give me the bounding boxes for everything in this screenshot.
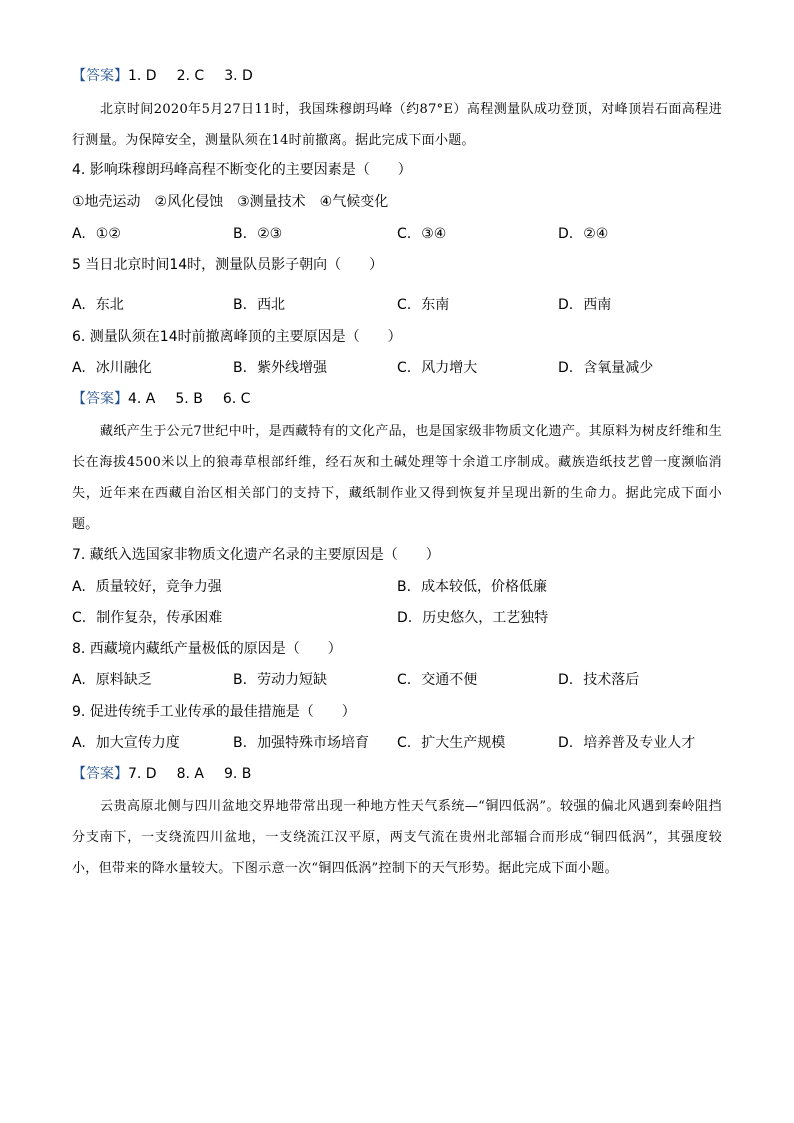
- question-8-option-d: D. 技术落后: [558, 672, 640, 688]
- question-9-option-b: B. 加强特殊市场培育: [233, 735, 370, 751]
- question-7-option-d: D. 历史悠久，工艺独特: [397, 610, 549, 626]
- question-7-stem: 7. 藏纸入选国家非物质文化遗产名录的主要原因是（ ）: [72, 547, 440, 563]
- question-4-option-b: B. ②③: [233, 226, 283, 242]
- question-9-option-c: C. 扩大生产规模: [397, 735, 506, 751]
- question-5-option-a: A. 东北: [72, 297, 124, 313]
- question-8-option-c: C. 交通不便: [397, 672, 478, 688]
- passage-everest: 北京时间2020年5月27日11时，我国珠穆朗玛峰（约87°E）高程测量队成功登顶，对峰顶岩石面高程进行测量。为保障安全，测量队须在14时前撤离。据此完成下面小题。: [72, 102, 722, 148]
- question-5-option-b: B. 西北: [233, 297, 286, 313]
- question-8-option-b: B. 劳动力短缺: [233, 672, 328, 688]
- answer-item: 1. D: [128, 68, 157, 84]
- answer-item: 9. B: [223, 766, 252, 782]
- question-4-stem: 4. 影响珠穆朗玛峰高程不断变化的主要因素是（ ）: [72, 162, 412, 178]
- question-9-stem: 9. 促进传统手工业传承的最佳措施是（ ）: [72, 704, 356, 720]
- question-5-stem: 5 当日北京时间14时，测量队员影子朝向（ ）: [72, 257, 384, 273]
- question-4-factors: ①地壳运动 ②风化侵蚀 ③测量技术 ④气候变化: [72, 194, 389, 210]
- question-6-stem: 6. 测量队须在14时前撤离峰顶的主要原因是（ ）: [72, 329, 402, 345]
- passage-vortex: 云贵高原北侧与四川盆地交界地带常出现一种地方性天气系统—“铜四低涡”。较强的偏北风遇到秦岭阻挡分支南下，一支绕流四川盆地，一支绕流江汉平原，两支气流在贵州北部辐合而形成“铜四低涡”，其强度较小，但带来的降水量较大。下图示意一次“铜四低涡”控制下的天气形势。据此完成下面小题。: [72, 799, 722, 876]
- question-6-option-b: B. 紫外线增强: [233, 360, 328, 376]
- question-5-option-d: D. 西南: [558, 297, 612, 313]
- question-4-option-c: C. ③④: [397, 226, 447, 242]
- answer-label: 【答案】: [72, 68, 128, 84]
- question-7-option-a: A. 质量较好，竞争力强: [72, 579, 222, 595]
- answer-item: 7. D: [128, 766, 157, 782]
- answer-item: 6. C: [222, 391, 251, 407]
- question-9-option-a: A. 加大宣传力度: [72, 735, 180, 751]
- question-6-option-c: C. 风力增大: [397, 360, 478, 376]
- question-6-option-a: A. 冰川融化: [72, 360, 152, 376]
- answer-label: 【答案】: [72, 766, 128, 782]
- answer-line-1: [72, 67, 273, 85]
- answer-line-2: [72, 390, 270, 408]
- passage-tibetan-paper: 藏纸产生于公元7世纪中叶，是西藏特有的文化产品，也是国家级非物质文化遗产。其原料为树皮纤维和生长在海拔4500米以上的狼毒草根部纤维，经石灰和土碱处理等十余道工序制成。藏族造纸技艺曾一度濒临消失，近年来在西藏自治区相关部门的支持下，藏纸制作业又得到恢复并呈现出新的生命力。据此完成下面小题。: [72, 424, 722, 532]
- answer-item: 8. A: [176, 766, 204, 782]
- question-6-option-d: D. 含氧量减少: [558, 360, 654, 376]
- answer-item: 4. A: [128, 391, 156, 407]
- question-5-option-c: C. 东南: [397, 297, 450, 313]
- question-4-option-d: D. ②④: [558, 226, 609, 242]
- answer-label: 【答案】: [72, 391, 128, 407]
- question-8-stem: 8. 西藏境内藏纸产量极低的原因是（ ）: [72, 641, 342, 657]
- answer-item: 3. D: [224, 68, 253, 84]
- answer-item: 2. C: [176, 68, 205, 84]
- question-8-option-a: A. 原料缺乏: [72, 672, 152, 688]
- question-9-option-d: D. 培养普及专业人才: [558, 735, 696, 751]
- answer-item: 5. B: [175, 391, 203, 407]
- answer-line-3: [72, 765, 271, 783]
- question-7-option-b: B. 成本较低，价格低廉: [397, 579, 548, 595]
- question-4-option-a: A. ①②: [72, 226, 121, 242]
- question-7-option-c: C. 制作复杂，传承困难: [72, 610, 223, 626]
